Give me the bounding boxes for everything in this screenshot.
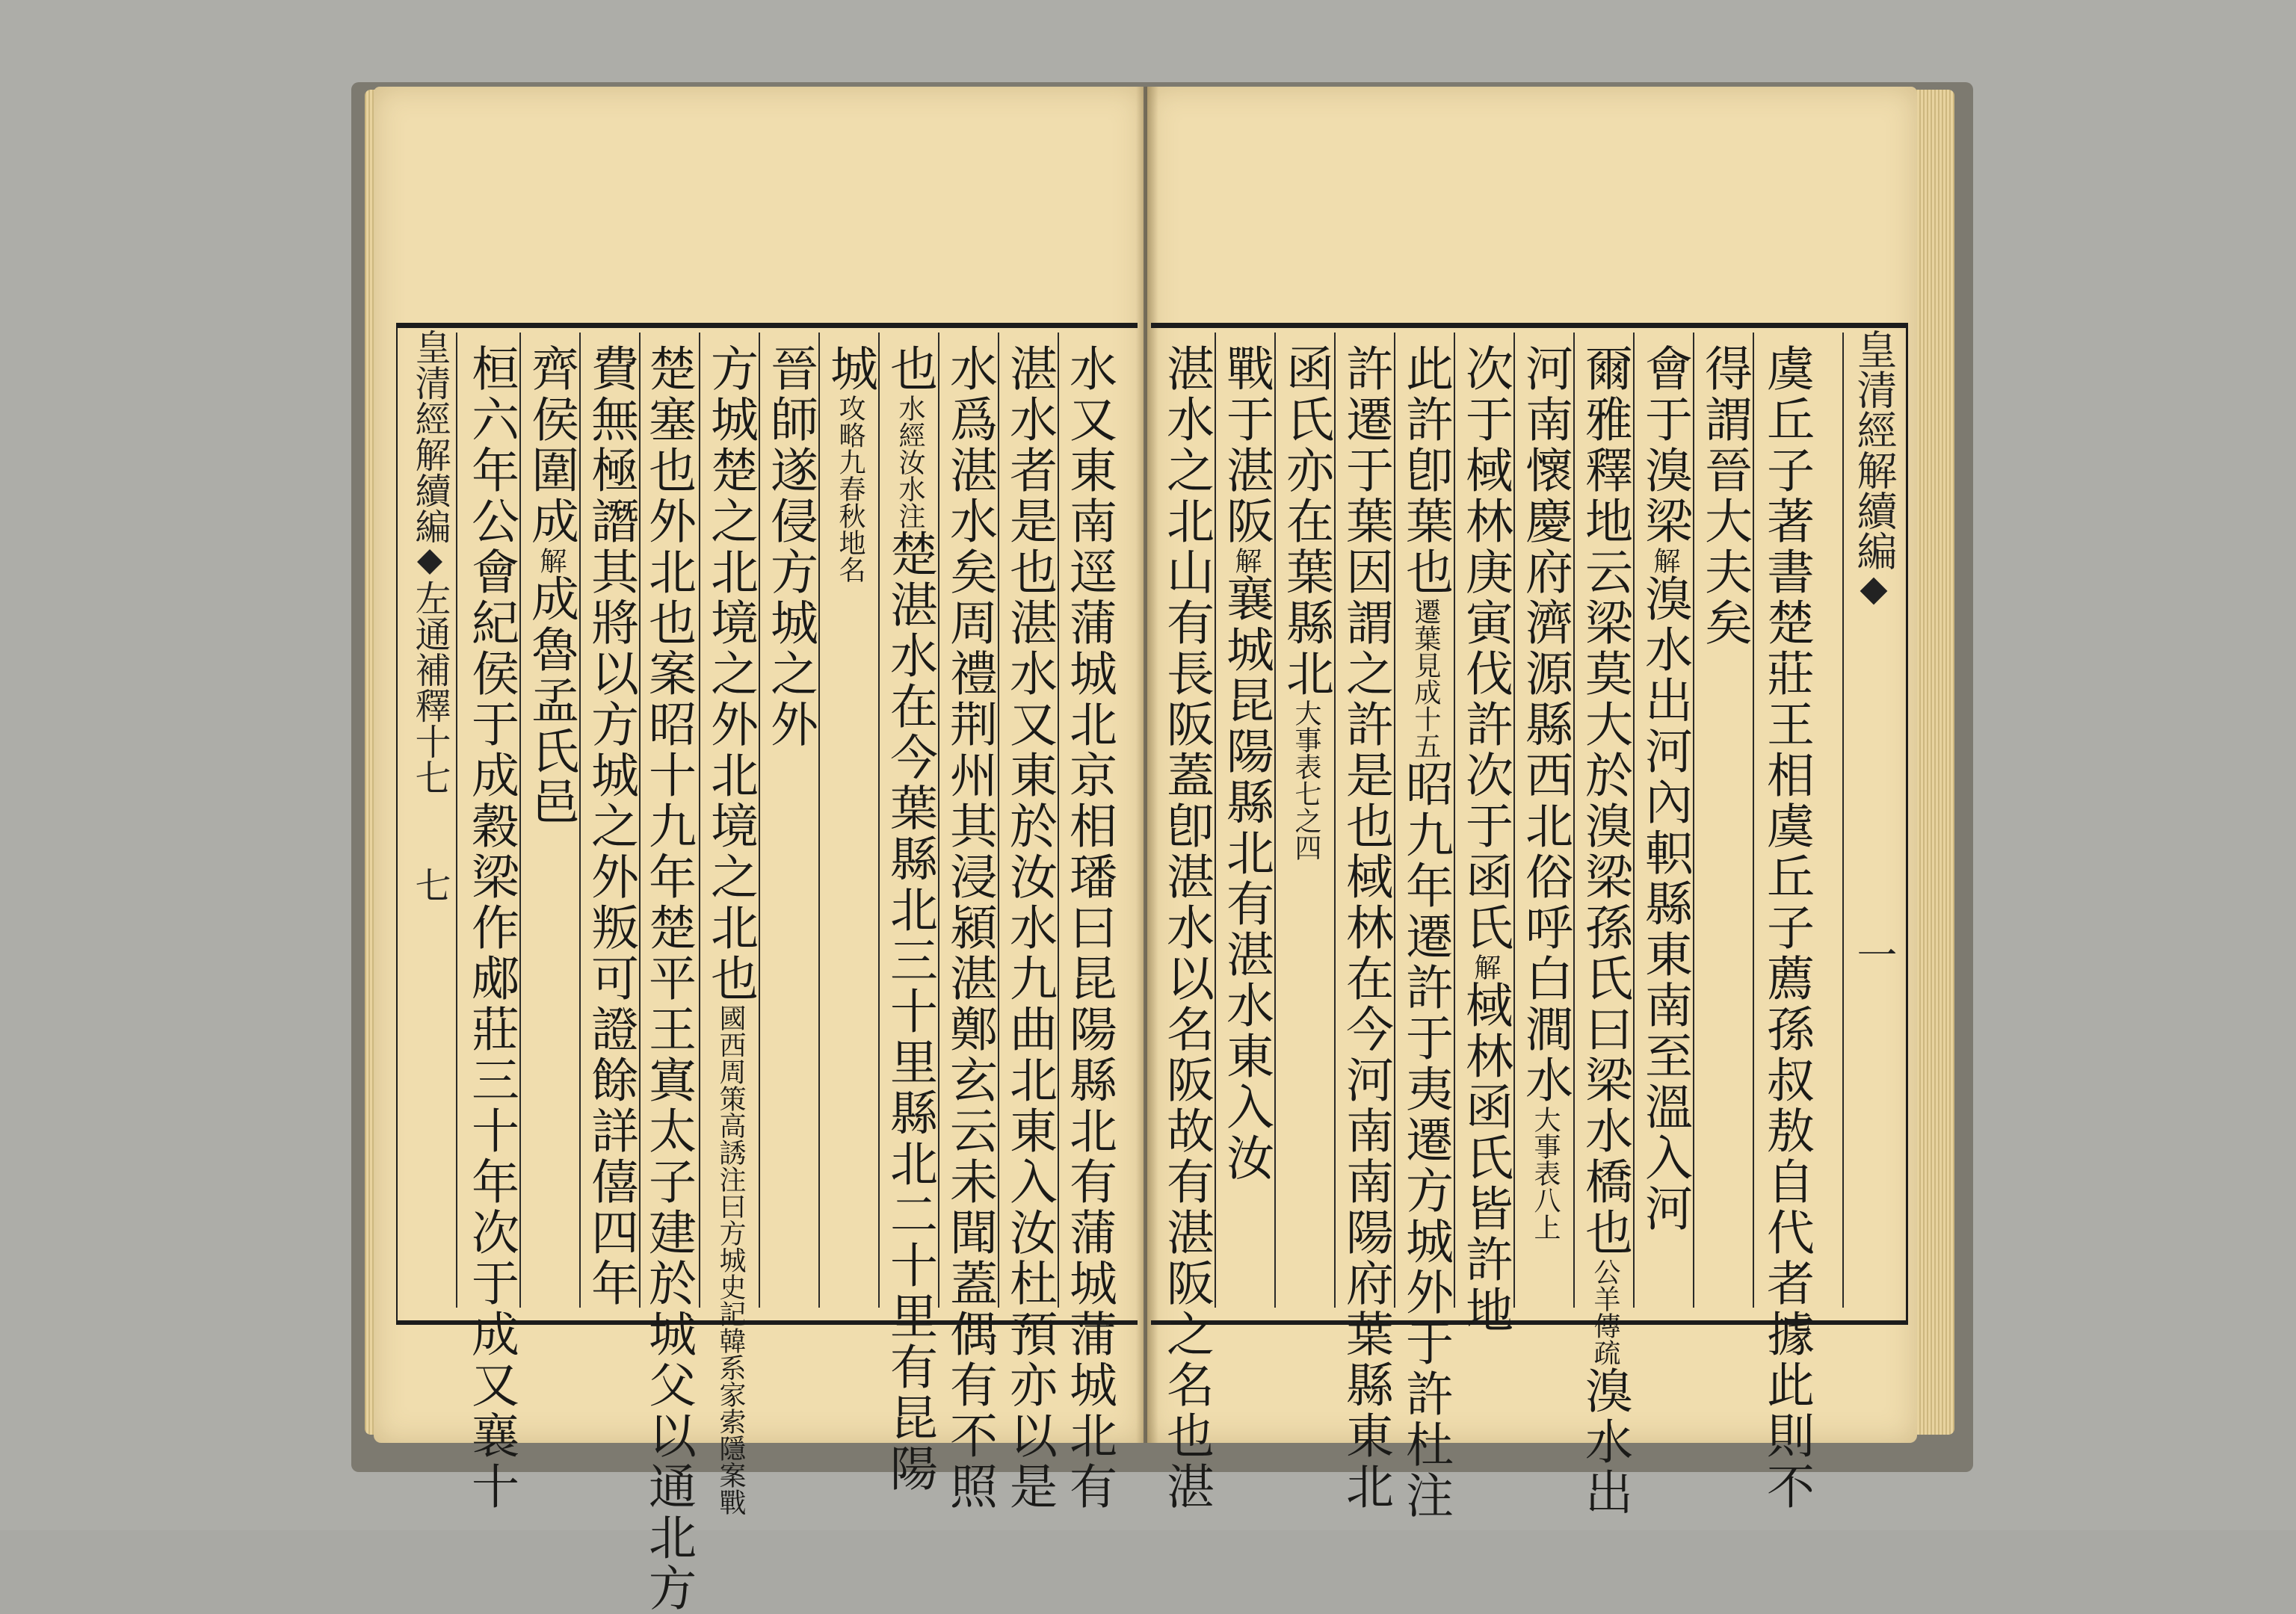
column-rule bbox=[456, 333, 457, 1308]
right-margin-page-number: 一 bbox=[1851, 934, 1898, 974]
column-rule bbox=[1334, 333, 1336, 1308]
column-rule bbox=[1058, 333, 1059, 1308]
text-column-10: 戰于湛阪解襄城昆陽縣北有湛水東入汝 bbox=[1218, 344, 1274, 1184]
fish-tail-mark-icon bbox=[417, 549, 442, 575]
fish-tail-mark-icon bbox=[1860, 578, 1888, 605]
text-column-4: 也水經汝水注楚湛水在今葉縣北三十里縣北二十里有昆陽 bbox=[882, 344, 937, 1494]
column-rule bbox=[818, 333, 820, 1308]
text-column-8: 許遷于葉因謂之許是也棫林在今河南南陽府葉縣東北 bbox=[1338, 344, 1393, 1512]
text-column-5: 城攻略九春秋地名 bbox=[822, 344, 877, 583]
text-column-9: 費無極譖其將以方城之外叛可證餘詳僖四年 bbox=[583, 344, 638, 1309]
text-column-1: 虞丘子著書楚莊王相虞丘子薦孫叔敖自代者據此則不 bbox=[1759, 344, 1814, 1512]
column-rule bbox=[1513, 333, 1515, 1308]
text-column-6: 次于棫林庚寅伐許次于函氏解棫林函氏皆許地 bbox=[1457, 344, 1513, 1336]
left-margin-section: 左通補釋十七 bbox=[409, 580, 451, 795]
column-rule bbox=[998, 333, 999, 1308]
column-rule bbox=[1573, 333, 1575, 1308]
column-rule bbox=[579, 333, 581, 1308]
right-page-margin-heading bbox=[1851, 329, 1903, 1308]
text-column-1: 水又東南逕蒲城北京相璠曰昆陽縣北有蒲城蒲城北有 bbox=[1061, 344, 1117, 1512]
column-rule bbox=[938, 333, 939, 1308]
text-column-5: 河南懷慶府濟源縣西北俗呼白澗水大事表八上 bbox=[1517, 344, 1573, 1240]
left-margin-book-title: 皇清經解續編 bbox=[409, 329, 451, 544]
text-column-3: 水爲湛水矣周禮荆州其浸潁湛鄭玄云未聞蓋偶有不照 bbox=[942, 344, 997, 1512]
column-rule bbox=[1693, 333, 1694, 1308]
text-column-7: 此許卽葉也遷葉見成十五昭九年遷許于夷遷方城外于許杜注 bbox=[1398, 344, 1453, 1521]
column-rule bbox=[1753, 333, 1754, 1308]
column-rule bbox=[1394, 333, 1395, 1308]
column-rule bbox=[699, 333, 700, 1308]
column-rule bbox=[519, 333, 521, 1308]
column-rule bbox=[878, 333, 880, 1308]
column-rule bbox=[1633, 333, 1635, 1308]
text-column-11: 桓六年公會紀侯于成穀梁作郕莊三十年次于成又襄十 bbox=[463, 344, 519, 1512]
text-column-9: 函氏亦在葉縣北大事表七之四 bbox=[1278, 344, 1333, 861]
column-rule bbox=[1274, 333, 1276, 1308]
text-column-4: 爾雅釋地云梁莫大於溴梁孫氏曰梁水橋也公羊傳疏溴水出 bbox=[1577, 344, 1632, 1518]
text-column-8: 楚塞也外北也案昭十九年楚平王寘太子建於城父以通北方 bbox=[641, 344, 696, 1614]
text-column-2: 湛水者是也湛水又東於汝水九曲北東入汝杜預亦以是 bbox=[1002, 344, 1057, 1512]
text-column-11: 湛水之北山有長阪蓋卽湛水以名阪故有湛阪之名也湛 bbox=[1158, 344, 1214, 1512]
right-margin-book-title: 皇清經解續編 bbox=[1851, 329, 1898, 571]
text-column-2: 得謂晉大夫矣 bbox=[1697, 344, 1752, 649]
column-rule bbox=[1842, 333, 1844, 1308]
left-page-margin-heading bbox=[404, 329, 456, 1308]
left-margin-page-number: 七 bbox=[409, 867, 451, 903]
column-rule bbox=[1215, 333, 1216, 1308]
text-column-3: 會于溴梁解溴水出河內軹縣東南至溫入河 bbox=[1637, 344, 1692, 1234]
text-column-7: 方城楚之北境之外北境之北也國西周策高誘注曰方城史記韓系家索隱案戰 bbox=[703, 344, 758, 1515]
column-rule bbox=[759, 333, 760, 1308]
text-column-10: 齊侯圍成解成魯孟氏邑 bbox=[523, 344, 578, 828]
text-column-6: 晉師遂侵方城之外 bbox=[762, 344, 818, 750]
column-rule bbox=[1454, 333, 1455, 1308]
